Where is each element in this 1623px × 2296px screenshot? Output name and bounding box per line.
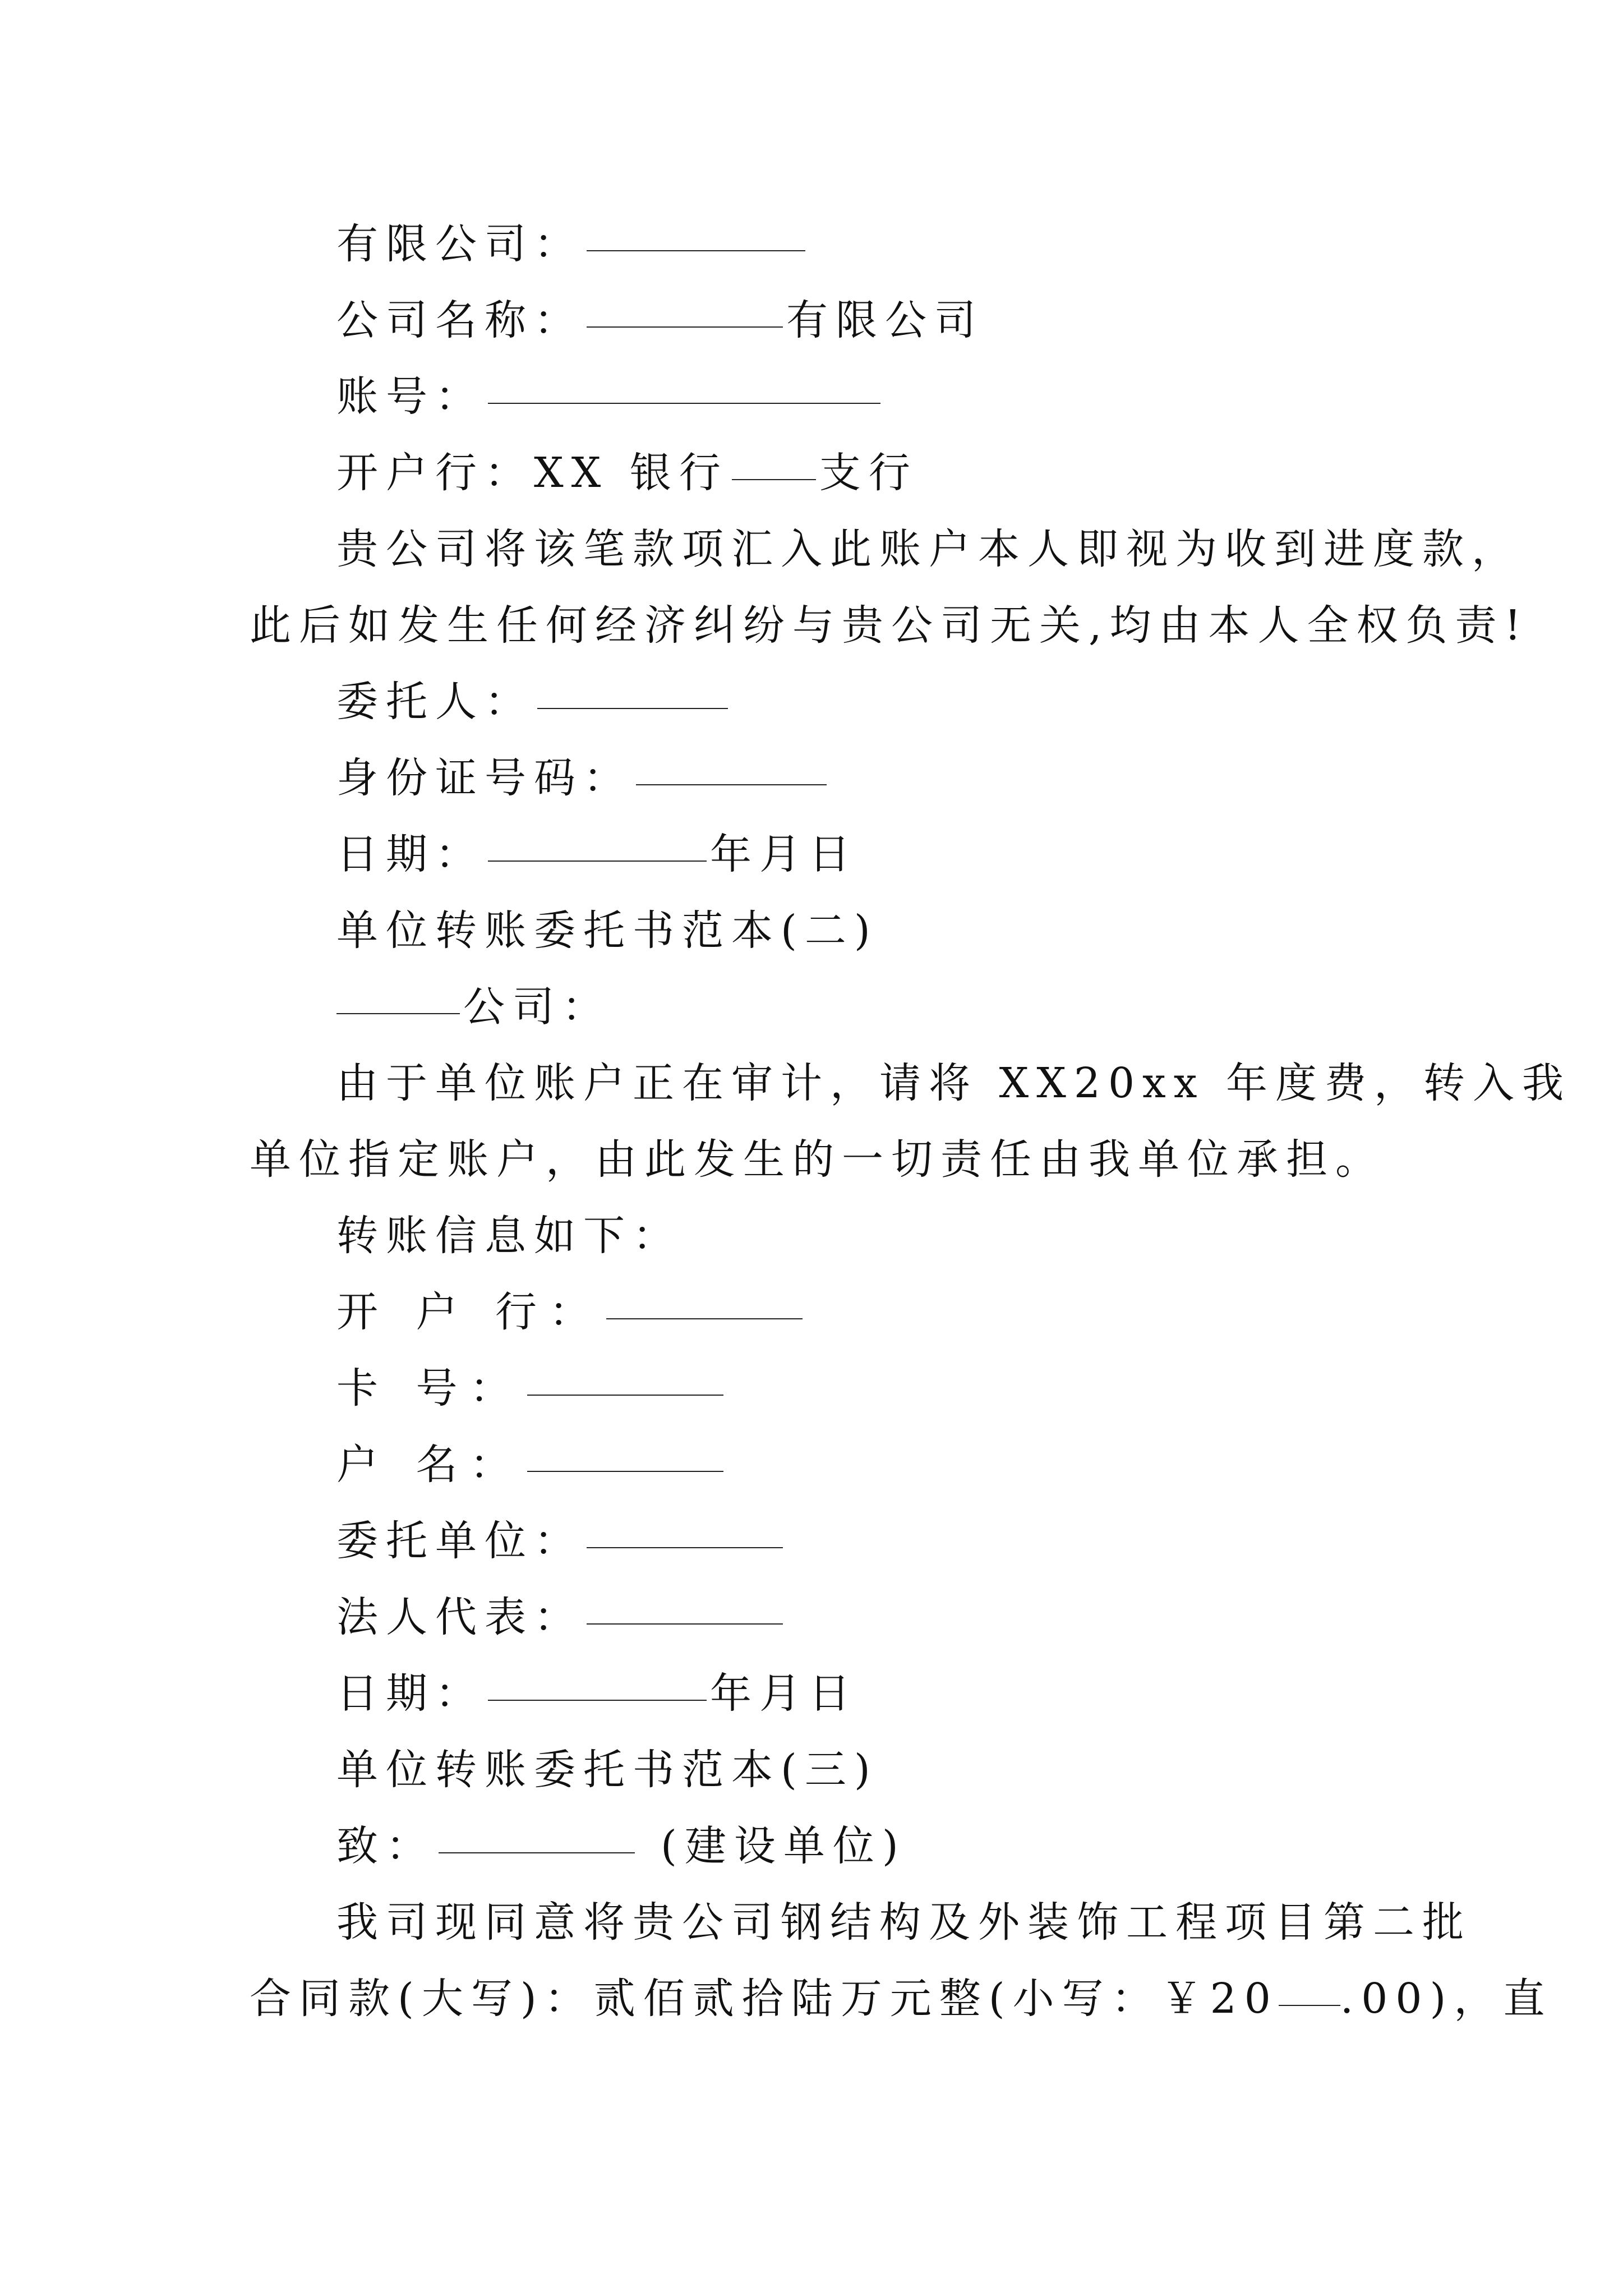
to-label: 致： bbox=[336, 1822, 435, 1870]
line-to bbox=[336, 1812, 906, 1880]
account-blank bbox=[488, 401, 880, 404]
section-heading-2-text: 单位转账委托书范本(二) bbox=[336, 907, 878, 955]
opening-bank-label: 开 户 行： bbox=[336, 1288, 603, 1336]
entrusting-unit-blank bbox=[587, 1545, 783, 1548]
date-blank-2 bbox=[488, 1697, 707, 1701]
company-name-label: 公司名称： bbox=[336, 296, 583, 344]
paragraph-1-text-1: 贵公司将该笔款项汇入此账户本人即视为收到进度款， bbox=[336, 525, 1521, 573]
paragraph-1-line-2 bbox=[250, 592, 1529, 659]
line-addressee bbox=[336, 973, 611, 1041]
line-principal bbox=[336, 668, 731, 735]
paragraph-2-line-2 bbox=[250, 1126, 1385, 1193]
to-blank bbox=[439, 1850, 635, 1853]
card-number-blank bbox=[527, 1392, 723, 1396]
account-name-label: 户 名： bbox=[336, 1441, 524, 1489]
addressee-suffix: 公司： bbox=[463, 983, 611, 1031]
legal-rep-label: 法人代表： bbox=[336, 1593, 583, 1641]
bank-branch-blank bbox=[732, 477, 816, 480]
line-legal-rep bbox=[336, 1584, 786, 1651]
paragraph-3-line-2 bbox=[250, 1965, 1552, 2032]
line-account-name bbox=[336, 1431, 727, 1498]
amount-blank bbox=[1279, 2003, 1340, 2006]
legal-rep-blank bbox=[587, 1621, 783, 1625]
principal-blank bbox=[537, 706, 728, 709]
paragraph-3-text-2b: .00)，直 bbox=[1340, 1975, 1553, 2023]
company-name-suffix: 有限公司 bbox=[786, 296, 984, 344]
line-company bbox=[336, 210, 809, 278]
date-suffix-1: 年月日 bbox=[710, 830, 858, 878]
paragraph-3-text-1: 我司现同意将贵公司钢结构及外装饰工程项目第二批 bbox=[336, 1898, 1472, 1947]
paragraph-2-line-1 bbox=[336, 1050, 1571, 1117]
line-date-2 bbox=[336, 1660, 858, 1727]
id-number-blank bbox=[636, 782, 827, 785]
company-label: 有限公司： bbox=[336, 220, 583, 268]
date-label-2: 日期： bbox=[336, 1669, 485, 1718]
section-heading-3-text: 单位转账委托书范本(三) bbox=[336, 1746, 878, 1794]
company-blank bbox=[587, 248, 805, 251]
date-blank-1 bbox=[488, 858, 707, 862]
account-name-blank bbox=[527, 1469, 723, 1472]
id-number-label: 身份证号码： bbox=[336, 754, 633, 802]
line-transfer-info bbox=[336, 1202, 682, 1269]
to-suffix: (建设单位) bbox=[661, 1822, 906, 1870]
line-company-name bbox=[336, 287, 984, 354]
paragraph-1-text-2: 此后如发生任何经济纠纷与贵公司无关,均由本人全权负责! bbox=[250, 601, 1529, 650]
entrusting-unit-label: 委托单位： bbox=[336, 1517, 583, 1565]
line-card-number bbox=[336, 1355, 727, 1422]
account-label: 账号： bbox=[336, 372, 485, 421]
line-bank bbox=[336, 439, 918, 507]
date-label-1: 日期： bbox=[336, 830, 485, 878]
transfer-info-text: 转账信息如下： bbox=[336, 1212, 682, 1260]
paragraph-3-line-1 bbox=[336, 1889, 1472, 1956]
opening-bank-blank bbox=[606, 1316, 803, 1319]
addressee-blank bbox=[336, 1011, 460, 1014]
card-number-label: 卡 号： bbox=[336, 1364, 524, 1412]
paragraph-1-line-1 bbox=[336, 516, 1521, 583]
bank-suffix: 支行 bbox=[819, 449, 918, 497]
company-name-blank bbox=[587, 324, 783, 328]
line-account bbox=[336, 363, 884, 430]
section-heading-3 bbox=[336, 1736, 878, 1803]
line-date-1 bbox=[336, 821, 858, 888]
paragraph-3-text-2a: 合同款(大写)：贰佰贰拾陆万元整(小写：￥20 bbox=[250, 1975, 1279, 2023]
line-id-number bbox=[336, 744, 830, 812]
section-heading-2 bbox=[336, 897, 878, 964]
paragraph-2-text-1: 由于单位账户正在审计，请将 XX20xx 年度费，转入我 bbox=[336, 1059, 1572, 1107]
principal-label: 委托人： bbox=[336, 678, 534, 726]
line-opening-bank bbox=[336, 1278, 806, 1346]
date-suffix-2: 年月日 bbox=[710, 1669, 858, 1718]
line-entrusting-unit bbox=[336, 1507, 786, 1575]
bank-label: 开户行：XX 银行 bbox=[336, 449, 728, 497]
paragraph-2-text-2: 单位指定账户，由此发生的一切责任由我单位承担。 bbox=[250, 1135, 1385, 1184]
